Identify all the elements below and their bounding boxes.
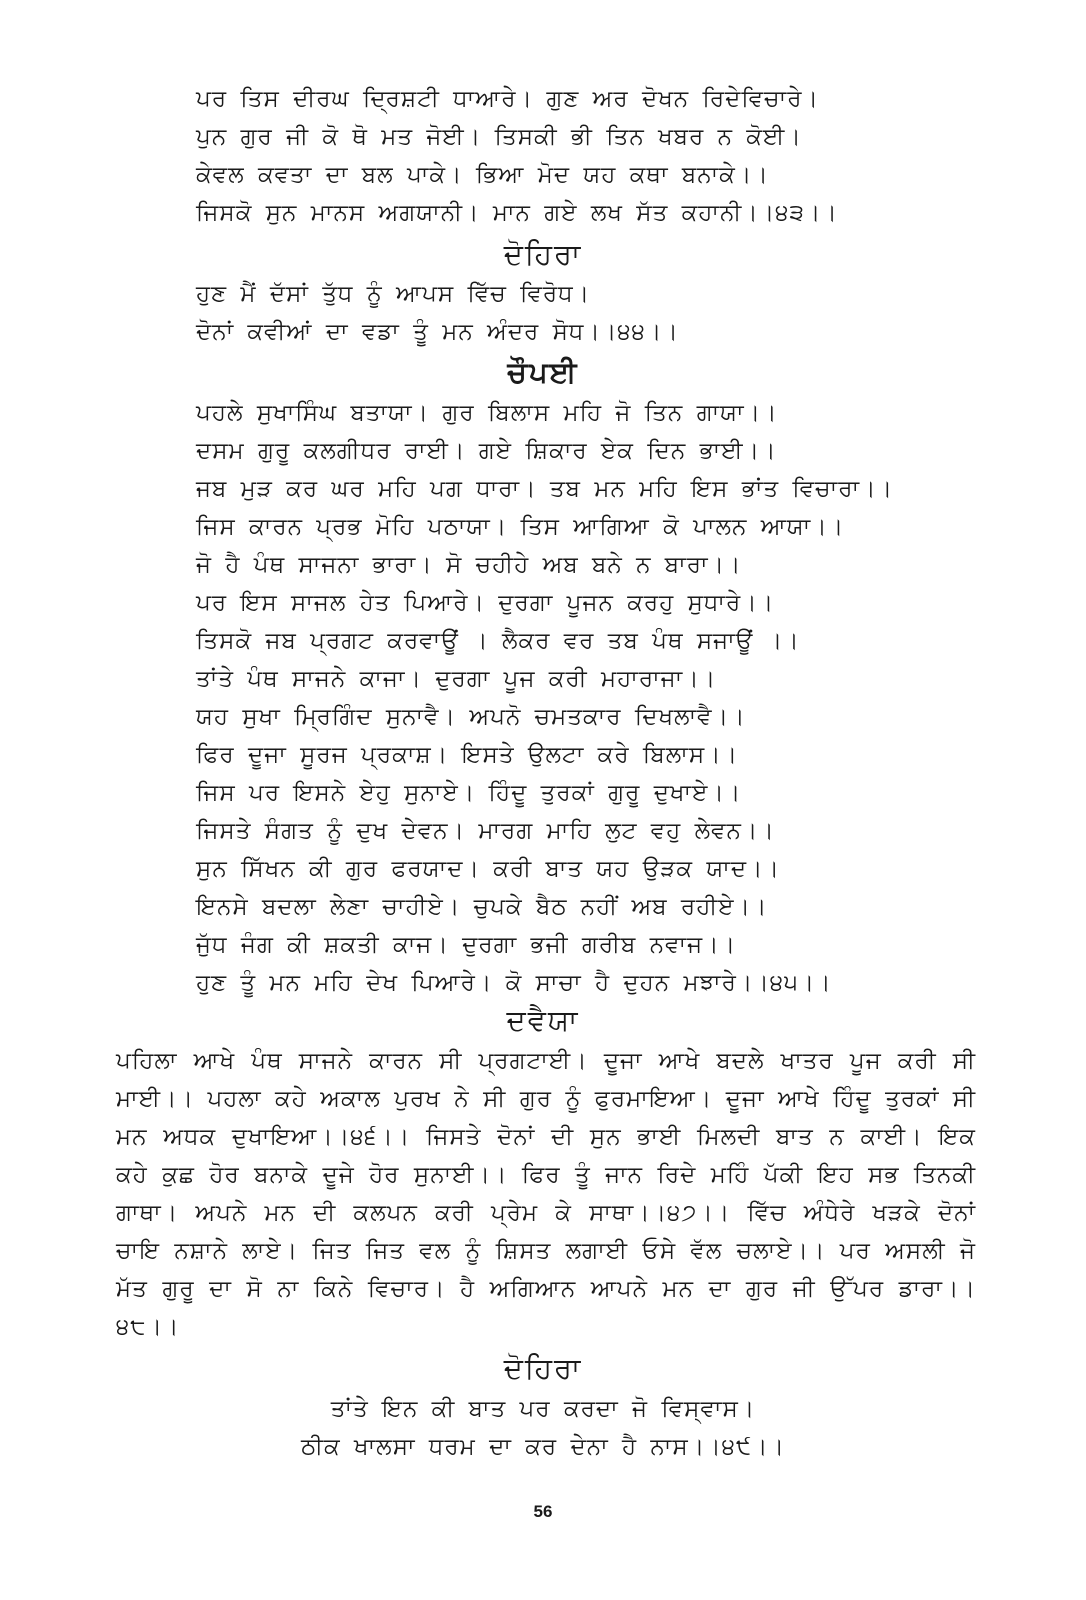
verse-line: ਪੁਨ ਗੁਰ ਜੀ ਕੋ ਥੋ ਮਤ ਜੋਈ। ਤਿਸਕੀ ਭੀ ਤਿਨ ਖਬਰ ਨ ਕੋਈ।: [196, 124, 802, 150]
verse-line: ਤਿਸਕੋ ਜਬ ਪ੍ਰਗਟ ਕਰਵਾਊਂ । ਲੈਕਰ ਵਰ ਤਬ ਪੰਥ ਸਜਾਊਂ ।।: [196, 628, 800, 654]
dvaiya-paragraph: ਪਹਿਲਾ ਆਖੇ ਪੰਥ ਸਾਜਨੇ ਕਾਰਨ ਸੀ ਪ੍ਰਗਟਾਈ। ਦੂਜਾ ਆਖੇ ਬਦਲੇ ਖਾਤਰ ਪੂਜ ਕਰੀ ਸੀ ਮਾਈ।। ਪਹਲਾ ਕਹੇ ਅਕਾਲ ਪੁਰਖ ਨੇ ਸੀ ਗੁਰ ਨੂੰ ਫੁਰਮਾਇਆ। ਦੂਜਾ ਆਖੇ ਹਿੰਦੂ ਤੁਰਕਾਂ ਸੀ ਮਨ ਅਧਕ ਦੁਖਾਇਆ।।੪੬।। ਜਿਸਤੇ ਦੋਨਾਂ ਦੀ ਸੁਨ ਭਾਈ ਮਿਲਦੀ ਬਾਤ ਨ ਕਾਈ। ਇਕ ਕਹੇ ਕੁਛ ਹੋਰ ਬਨਾਕੇ ਦੂਜੇ ਹੋਰ ਸੁਨਾਈ।। ਫਿਰ ਤੂੰ ਜਾਨ ਰਿਦੇ ਮਹਿੰ ਪੱਕੀ ਇਹ ਸਭ ਤਿਨਕੀ ਗਾਥਾ। ਅਪਨੇ ਮਨ ਦੀ ਕਲਪਨ ਕਰੀ ਪ੍ਰੇਮ ਕੇ ਸਾਥਾ।।੪੭।। ਵਿੱਚ ਅੰਧੇਰੇ ਖੜਕੇ ਦੋਨਾਂ ਚਾਇ ਨਸ਼ਾਨੇ ਲਾਏ। ਜਿਤ ਜਿਤ ਵਲ ਨੂੰ ਸ਼ਿਸਤ ਲਗਾਈ ਓਸੇ ਵੱਲ ਚਲਾਏ।। ਪਰ ਅਸਲੀ ਜੋ ਮੱਤ ਗੁਰੂ ਦਾ ਸੋ ਨਾ ਕਿਨੇ ਵਿਚਾਰ। ਹੈ ਅਗਿਆਨ ਆਪਨੇ ਮਨ ਦਾ ਗੁਰ ਜੀ ਉੱਪਰ ਡਾਰਾ।।੪੮।।: [116, 1048, 976, 1340]
verse-line: ਦੋਨਾਂ ਕਵੀਆਂ ਦਾ ਵਡਾ ਤੂੰ ਮਨ ਅੰਦਰ ਸੋਧ।।੪੪।।: [196, 319, 679, 345]
section-heading-doha: ਦੋਹਿਰਾ: [503, 237, 583, 271]
verse-line: ਜਿਸ ਪਰ ਇਸਨੇ ਏਹੁ ਸੁਨਾਏ। ਹਿੰਦੂ ਤੁਰਕਾਂ ਗੁਰੂ ਦੁਖਾਏ।।: [196, 780, 742, 806]
verse-line: ਤਾਂਤੇ ਇਨ ਕੀ ਬਾਤ ਪਰ ਕਰਦਾ ਜੋ ਵਿਸ੍ਵਾਸ।: [330, 1396, 756, 1422]
verse-line: ਜੁੱਧ ਜੰਗ ਕੀ ਸ਼ਕਤੀ ਕਾਜ। ਦੁਰਗਾ ਭਜੀ ਗਰੀਬ ਨਵਾਜ।।: [196, 932, 737, 958]
section-heading-chaupai: ਚੌਪਈ: [507, 355, 579, 389]
verse-line: ਕੇਵਲ ਕਵਤਾ ਦਾ ਬਲ ਪਾਕੇ। ਭਿਆ ਮੋਦ ਯਹ ਕਥਾ ਬਨਾਕੇ।।: [196, 162, 769, 188]
verse-line: ਪਰ ਇਸ ਸਾਜਲ ਹੇਤ ਪਿਆਰੇ। ਦੁਰਗਾ ਪੂਜਨ ਕਰਹੁ ਸੁਧਾਰੇ।।: [196, 590, 775, 616]
verse-line: ਹੁਣ ਮੈਂ ਦੱਸਾਂ ਤੁੱਧ ਨੂੰ ਆਪਸ ਵਿੱਚ ਵਿਰੋਧ।: [196, 281, 591, 307]
verse-line: ਯਹ ਸੁਖਾ ਮ੍ਰਿਗਿੰਦ ਸੁਨਾਵੈ। ਅਪਨੋ ਚਮਤਕਾਰ ਦਿਖਲਾਵੈ।।: [196, 704, 746, 730]
page-number: 56: [533, 1502, 553, 1521]
verse-line: ਤਾਂਤੇ ਪੰਥ ਸਾਜਨੇ ਕਾਜਾ। ਦੁਰਗਾ ਪੂਜ ਕਰੀ ਮਹਾਰਾਜਾ।।: [196, 666, 717, 692]
verse-line: ਪਹਲੇ ਸੁਖਾਸਿੰਘ ਬਤਾਯਾ। ਗੁਰ ਬਿਲਾਸ ਮਹਿ ਜੋ ਤਿਨ ਗਾਯਾ।।: [196, 400, 778, 426]
verse-line: ਹੁਣ ਤੂੰ ਮਨ ਮਹਿ ਦੇਖ ਪਿਆਰੇ। ਕੋ ਸਾਚਾ ਹੈ ਦੁਹਨ ਮਝਾਰੇ।।੪੫।।: [196, 970, 832, 996]
verse-line: ਦਸਮ ਗੁਰੂ ਕਲਗੀਧਰ ਰਾਈ। ਗਏ ਸ਼ਿਕਾਰ ਏਕ ਦਿਨ ਭਾਈ।।: [196, 438, 777, 464]
verse-line: ਜਿਸਤੇ ਸੰਗਤ ਨੂੰ ਦੁਖ ਦੇਵਨ। ਮਾਰਗ ਮਾਹਿ ਲੁਟ ਵਹੁ ਲੇਵਨ।।: [196, 818, 775, 844]
verse-paragraph: [116, 1042, 976, 1346]
verse-line: ਪਰ ਤਿਸ ਦੀਰਘ ਦ੍ਰਿਸ਼ਟੀ ਧਾਆਰੇ। ਗੁਣ ਅਰ ਦੋਖਨ ਰਿਦੇਵਿਚਾਰੇ।: [196, 86, 820, 112]
verse-line: ਜਬ ਮੁੜ ਕਰ ਘਰ ਮਹਿ ਪਗ ਧਾਰਾ। ਤਬ ਮਨ ਮਹਿ ਇਸ ਭਾਂਤ ਵਿਚਾਰਾ।।: [196, 476, 894, 502]
verse-line: ਸੁਨ ਸਿੱਖਨ ਕੀ ਗੁਰ ਫਰਯਾਦ। ਕਰੀ ਬਾਤ ਯਹ ਉੜਕ ਯਾਦ।।: [196, 856, 781, 882]
verse-block-3: [196, 394, 976, 1002]
section-heading-dvaiya: ਦਵੈਯਾ: [506, 1003, 580, 1037]
verse-block-1: [196, 80, 976, 232]
verse-line: ਫਿਰ ਦੂਜਾ ਸੂਰਜ ਪ੍ਰਕਾਸ਼। ਇਸਤੇ ਉਲਟਾ ਕਰੇ ਬਿਲਾਸ।।: [196, 742, 739, 768]
verse-line: ਜੋ ਹੈ ਪੰਥ ਸਾਜਨਾ ਭਾਰਾ। ਸੋ ਚਹੀਹੇ ਅਬ ਬਨੇ ਨ ਬਾਰਾ।।: [196, 552, 742, 578]
verse-block-4: [0, 1390, 1086, 1466]
verse-line: ਜਿਸਕੋ ਸੁਨ ਮਾਨਸ ਅਗਯਾਨੀ। ਮਾਨ ਗਏ ਲਖ ਸੱਤ ਕਹਾਨੀ।।੪੩।।: [196, 200, 838, 226]
verse-line: ਠੀਕ ਖਾਲਸਾ ਧਰਮ ਦਾ ਕਰ ਦੇਨਾ ਹੈ ਨਾਸ।।੪੯।।: [300, 1434, 786, 1460]
verse-line: ਇਨਸੇ ਬਦਲਾ ਲੇਣਾ ਚਾਹੀਏ। ਚੁਪਕੇ ਬੈਠ ਨਹੀਂ ਅਬ ਰਹੀਏ।।: [196, 894, 768, 920]
verse-block-2: [196, 275, 976, 351]
verse-line: ਜਿਸ ਕਾਰਨ ਪ੍ਰਭ ਮੋਹਿ ਪਠਾਯਾ। ਤਿਸ ਆਗਿਆ ਕੋ ਪਾਲਨ ਆਯਾ।।: [196, 514, 845, 540]
section-heading-doha-2: ਦੋਹਿਰਾ: [503, 1351, 583, 1385]
